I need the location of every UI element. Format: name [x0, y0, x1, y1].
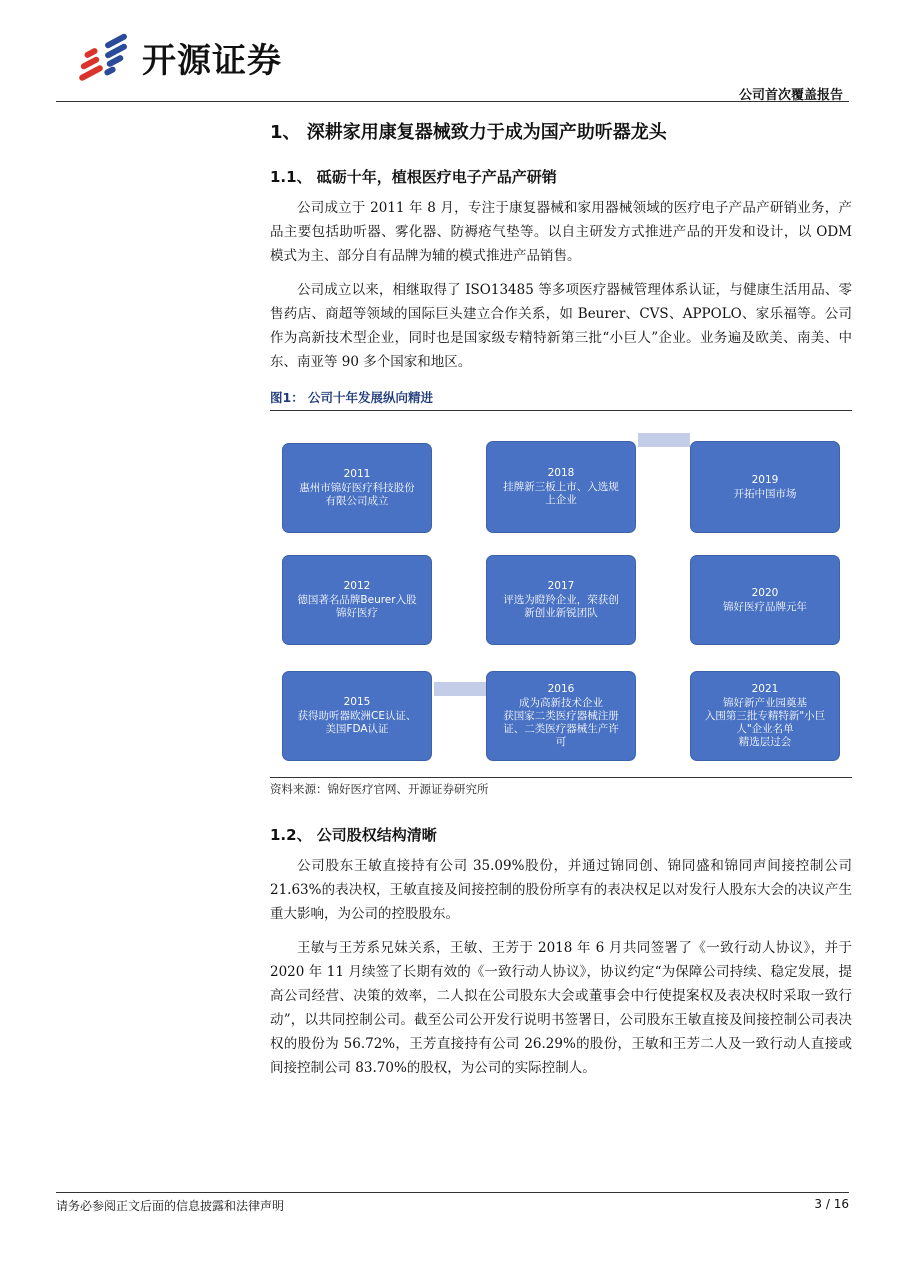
milestone-2016: 2016 成为高新技术企业 获国家二类医疗器械注册 证、二类医疗器械生产许 可 [486, 671, 636, 761]
connector [434, 682, 486, 696]
figure-source: 资料来源：锦好医疗官网、开源证券研究所 [270, 777, 852, 798]
paragraph: 公司成立于 2011 年 8 月，专注于康复器械和家用器械领域的医疗电子产品产研销业务，产品主要包括助听器、雾化器、防褥疮气垫等。以自主研发方式推进产品的开发和设计，以 ODM 模式为主、部分自有品牌为辅的模式推进产品销售。 [270, 200, 852, 264]
section-1-title: 1、 深耕家用康复器械致力于成为国产助听器龙头 [270, 122, 667, 143]
page-number: 3 / 16 [814, 1197, 849, 1211]
connector [638, 433, 690, 447]
milestone-2018: 2018 挂牌新三板上市、入选规 上企业 [486, 441, 636, 533]
milestone-2012: 2012 德国著名品牌Beurer入股 锦好医疗 [282, 555, 432, 645]
header-divider [56, 101, 849, 102]
section-1-1-title: 1.1、 砥砺十年，植根医疗电子产品产研销 [270, 168, 557, 186]
brand-name: 开源证券 [142, 40, 282, 81]
figure-title: 图1： 公司十年发展纵向精进 [270, 388, 852, 411]
main-content [270, 118, 852, 1080]
section-1-2-title: 1.2、 公司股权结构清晰 [270, 826, 437, 844]
company-logo [74, 30, 282, 84]
milestone-diagram [270, 413, 852, 773]
milestone-2011: 2011 惠州市锦好医疗科技股份 有限公司成立 [282, 443, 432, 533]
report-type: 公司首次覆盖报告 [738, 88, 843, 103]
paragraph: 公司股东王敏直接持有公司 35.09%股份，并通过锦同创、锦同盛和锦同声间接控制公司 21.63%的表决权，王敏直接及间接控制的股份所享有的表决权足以对发行人股东大会的决议产生重大影响，为公司的控股股东。 [270, 858, 852, 922]
milestone-2020: 2020 锦好医疗品牌元年 [690, 555, 840, 645]
paragraph: 王敏与王芳系兄妹关系，王敏、王芳于 2018 年 6 月共同签署了《一致行动人协议》，并于 2020 年 11 月续签了长期有效的《一致行动人协议》，协议约定“为保障公司持续、稳定发展，提高公司经营、决策的效率，二人拟在公司股东大会或董事会中行使提案权及表决权时采取一致行动”，以共同控制公司。截至公司公开发行说明书签署日，公司股东王敏直接及间接控制公司表决权的股份为 56.72%，王芳直接持有公司 26.29%的股份，王敏和王芳二人及一致行动人直接或间接控制公司 83.70%的股权，为公司的实际控制人。 [270, 940, 852, 1076]
footer-divider [56, 1192, 849, 1193]
logo-mark-icon [74, 30, 134, 84]
paragraph: 公司成立以来，相继取得了 ISO13485 等多项医疗器械管理体系认证，与健康生活用品、零售药店、商超等领域的国际巨头建立合作关系，如 Beurer、CVS、APPOLO、家乐福等。公司作为高新技术型企业，同时也是国家级专精特新第三批“小巨人”企业。业务遍及欧美、南美、中东、南亚等 90 多个国家和地区。 [270, 282, 852, 370]
milestone-2017: 2017 评选为瞪羚企业，荣获创 新创业新锐团队 [486, 555, 636, 645]
milestone-2021: 2021 锦好新产业园奠基 入围第三批专精特新"小巨 人"企业名单 精选层过会 [690, 671, 840, 761]
footer-disclaimer: 请务必参阅正文后面的信息披露和法律声明 [56, 1199, 285, 1213]
milestone-2015: 2015 获得助听器欧洲CE认证、 美国FDA认证 [282, 671, 432, 761]
milestone-2019: 2019 开拓中国市场 [690, 441, 840, 533]
